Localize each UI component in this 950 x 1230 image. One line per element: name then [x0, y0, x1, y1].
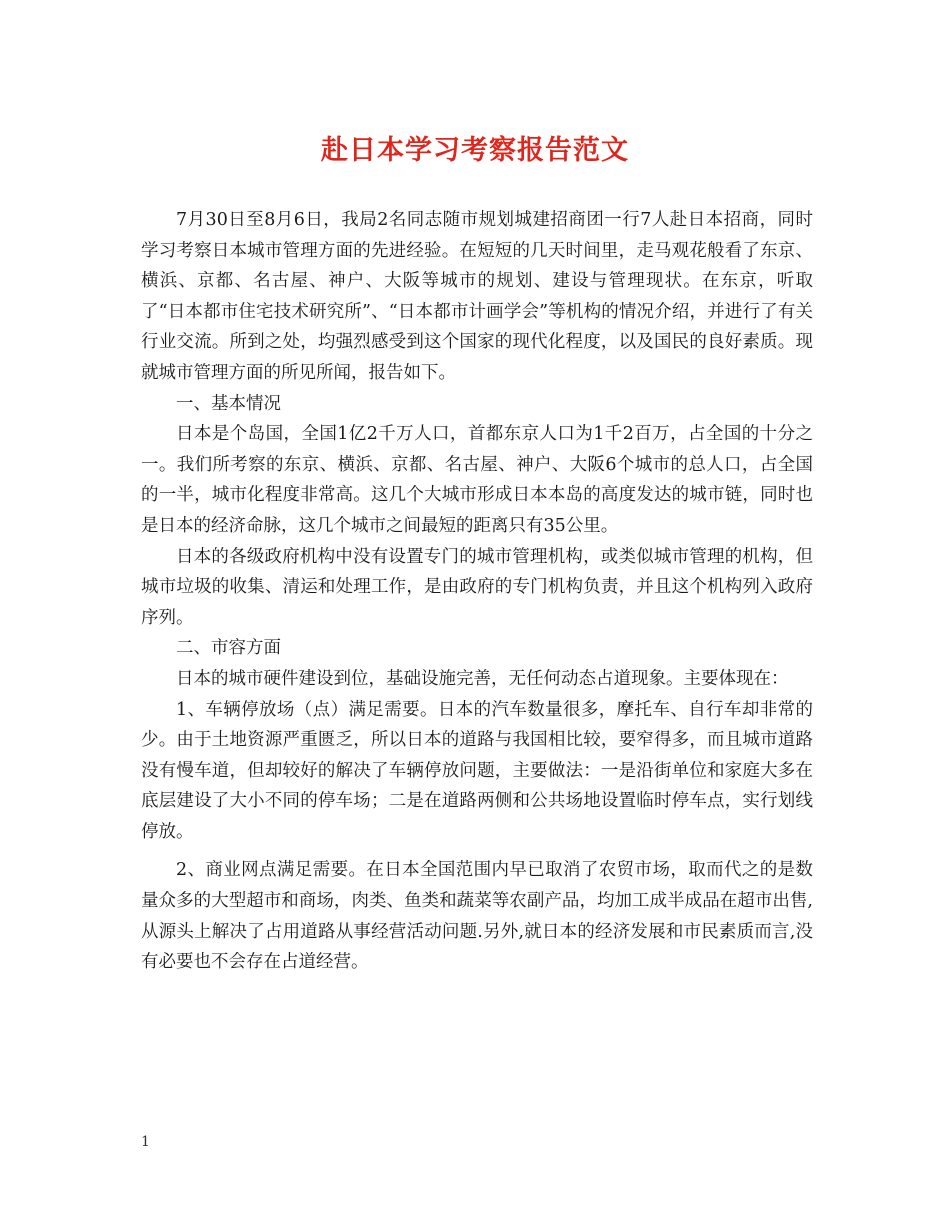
document-title: 赴日本学习考察报告范文 — [321, 135, 629, 166]
paragraph-commerce: 2、商业网点满足需要。在日本全国范围内早已取消了农贸市场，取而代之的是数量众多的大型超市和商场，肉类、鱼类和蔬菜等农副产品，均加工成半成品在超市出售,从源头上解决了占用道路从事经营活动问题.另外,就日本的经济发展和市民素质而言,没有必要也不会存在占道经营。 — [141, 860, 813, 973]
paragraph-basic-2: 日本的各级政府机构中没有设置专门的城市管理机构，或类似城市管理的机构，但城市垃圾的收集、清运和处理工作，是由政府的专门机构负责，并且这个机构列入政府序列。 — [141, 546, 813, 628]
paragraph-parking: 1、车辆停放场（点）满足需要。日本的汽车数量很多，摩托车、自行车却非常的少。由于土地资源严重匮乏，所以日本的道路与我国相比较，要窄得多，而且城市道路没有慢车道，但却较好的解决了车辆停放问题，主要做法：一是沿街单位和家庭大多在底层建设了大小不同的停车场；二是在道路两侧和公共场地设置临时停车点，实行划线停放。 — [141, 699, 813, 842]
page-number: 1 — [141, 1134, 150, 1150]
section-heading-basic: 一、基本情况 — [176, 393, 281, 414]
paragraph-basic-1: 日本是个岛国，全国1亿2千万人口，首都东京人口为1千2百万，占全国的十分之一。我们所考察的东京、横浜、京都、名古屋、神户、大阪6个城市的总人口，占全国的一半，城市化程度非常高。这几个大城市形成日本本岛的高度发达的城市链，同时也是日本的经济命脉，这几个城市之间最短的距离只有35公里。 — [141, 424, 813, 536]
paragraph-intro: 7月30日至8月6日，我局2名同志随市规划城建招商团一行7人赴日本招商，同时学习考察日本城市管理方面的先进经验。在短短的几天时间里，走马观花般看了东京、横浜、京都、名古屋、神户、大阪等城市的规划、建设与管理现状。在东京，听取了“日本都市住宅技术研究所”、“日本都市计画学会”等机构的情况介绍，并进行了有关行业交流。所到之处，均强烈感受到这个国家的现代化程度，以及国民的良好素质。现就城市管理方面的所见所闻，报告如下。 — [141, 210, 813, 383]
document-body — [141, 205, 813, 978]
paragraph-cityscape-intro: 日本的城市硬件建设到位，基础设施完善，无任何动态占道现象。主要体现在： — [176, 668, 789, 689]
section-heading-cityscape: 二、市容方面 — [176, 638, 281, 659]
